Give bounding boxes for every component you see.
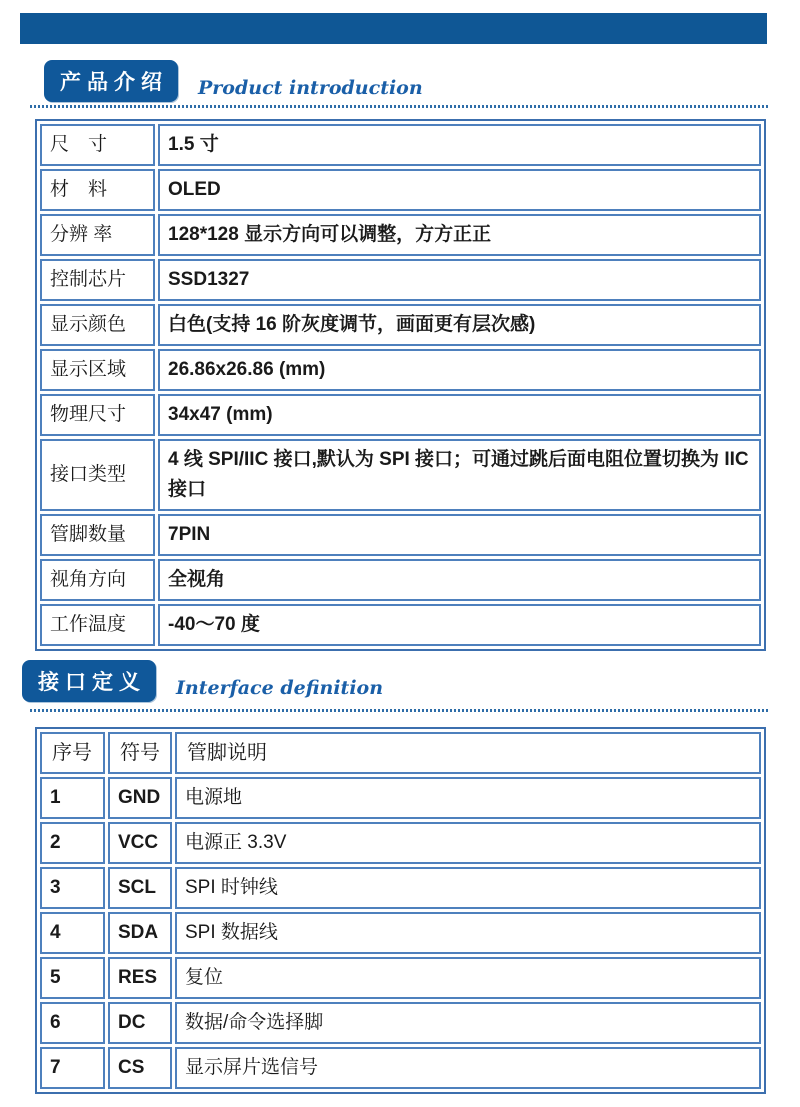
pin-number: 4 bbox=[40, 912, 105, 954]
spec-value: 26.86x26.86 (mm) bbox=[158, 349, 761, 391]
table-row bbox=[40, 604, 761, 646]
pin-description: SPI 时钟线 bbox=[175, 867, 761, 909]
spec-label: 工作温度 bbox=[40, 604, 155, 646]
spec-value: -40～70 度 bbox=[158, 604, 761, 646]
pin-symbol: SDA bbox=[108, 912, 172, 954]
top-banner-bar bbox=[20, 13, 767, 44]
table-row bbox=[40, 349, 761, 391]
table-row bbox=[40, 259, 761, 301]
table-row bbox=[40, 304, 761, 346]
pin-description: 显示屏片选信号 bbox=[175, 1047, 761, 1089]
section-badge: 产品介绍 bbox=[44, 60, 178, 102]
table-row bbox=[40, 777, 761, 819]
table-row bbox=[40, 514, 761, 556]
table-row bbox=[40, 1002, 761, 1044]
table-row bbox=[40, 214, 761, 256]
table-row bbox=[40, 169, 761, 211]
pin-number: 6 bbox=[40, 1002, 105, 1044]
section-header-interface-definition bbox=[22, 660, 383, 702]
section-badge: 接口定义 bbox=[22, 660, 156, 702]
spec-label: 分辨 率 bbox=[40, 214, 155, 256]
column-header: 管脚说明 bbox=[175, 732, 761, 774]
section-subtitle: Interface definition bbox=[176, 677, 384, 699]
pin-definition-table-wrap bbox=[35, 727, 766, 1094]
table-row bbox=[40, 867, 761, 909]
table-row bbox=[40, 822, 761, 864]
section-subtitle: Product introduction bbox=[198, 77, 423, 99]
spec-label: 物理尺寸 bbox=[40, 394, 155, 436]
pin-symbol: RES bbox=[108, 957, 172, 999]
spec-value: 7PIN bbox=[158, 514, 761, 556]
pin-symbol: GND bbox=[108, 777, 172, 819]
pin-number: 7 bbox=[40, 1047, 105, 1089]
pin-description: 数据/命令选择脚 bbox=[175, 1002, 761, 1044]
spec-label: 控制芯片 bbox=[40, 259, 155, 301]
pin-number: 1 bbox=[40, 777, 105, 819]
spec-value: 全视角 bbox=[158, 559, 761, 601]
pin-symbol: CS bbox=[108, 1047, 172, 1089]
dotted-divider bbox=[30, 709, 768, 712]
table-row bbox=[40, 912, 761, 954]
table-row bbox=[40, 957, 761, 999]
pin-number: 2 bbox=[40, 822, 105, 864]
spec-value: SSD1327 bbox=[158, 259, 761, 301]
pin-symbol: DC bbox=[108, 1002, 172, 1044]
spec-value: 1.5 寸 bbox=[158, 124, 761, 166]
pin-number: 5 bbox=[40, 957, 105, 999]
pin-description: 电源地 bbox=[175, 777, 761, 819]
pin-description: 电源正 3.3V bbox=[175, 822, 761, 864]
column-header: 符号 bbox=[108, 732, 172, 774]
pin-symbol: SCL bbox=[108, 867, 172, 909]
section-header-product-introduction bbox=[44, 60, 423, 102]
spec-value: 白色(支持 16 阶灰度调节，画面更有层次感) bbox=[158, 304, 761, 346]
dotted-divider bbox=[30, 105, 768, 108]
spec-label: 接口类型 bbox=[40, 439, 155, 511]
spec-label: 显示区域 bbox=[40, 349, 155, 391]
spec-label: 管脚数量 bbox=[40, 514, 155, 556]
table-row bbox=[40, 1047, 761, 1089]
spec-value: 34x47 (mm) bbox=[158, 394, 761, 436]
table-row bbox=[40, 559, 761, 601]
spec-label: 视角方向 bbox=[40, 559, 155, 601]
spec-value: 4 线 SPI/IIC 接口,默认为 SPI 接口；可通过跳后面电阻位置切换为 IIC 接口 bbox=[158, 439, 761, 511]
pin-number: 3 bbox=[40, 867, 105, 909]
pin-symbol: VCC bbox=[108, 822, 172, 864]
spec-label: 尺 寸 bbox=[40, 124, 155, 166]
table-header-row bbox=[40, 732, 761, 774]
pin-definition-table bbox=[35, 727, 766, 1094]
spec-value: OLED bbox=[158, 169, 761, 211]
spec-label: 显示颜色 bbox=[40, 304, 155, 346]
table-row bbox=[40, 124, 761, 166]
table-row bbox=[40, 439, 761, 511]
pin-description: 复位 bbox=[175, 957, 761, 999]
pin-description: SPI 数据线 bbox=[175, 912, 761, 954]
spec-value: 128*128 显示方向可以调整，方方正正 bbox=[158, 214, 761, 256]
product-spec-table-wrap bbox=[35, 119, 766, 651]
table-row bbox=[40, 394, 761, 436]
column-header: 序号 bbox=[40, 732, 105, 774]
spec-label: 材 料 bbox=[40, 169, 155, 211]
product-spec-table bbox=[35, 119, 766, 651]
